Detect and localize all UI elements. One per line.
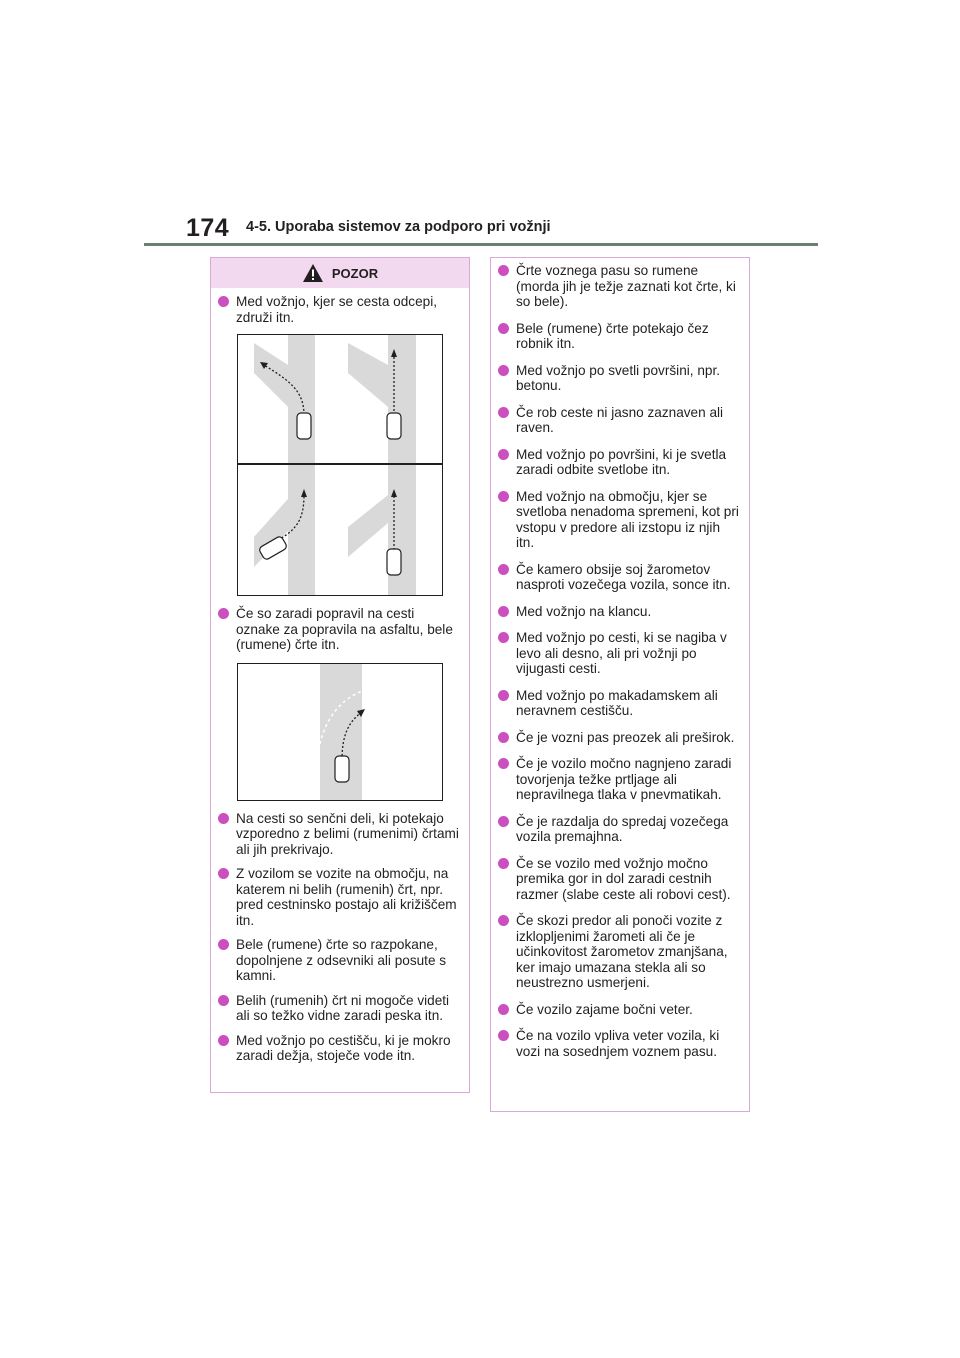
list-item: Če vozilo zajame bočni veter. (498, 1002, 739, 1018)
warning-title: POZOR (331, 265, 379, 281)
bullet-icon (498, 407, 509, 418)
warning-triangle-icon (302, 263, 324, 283)
bullet-icon (498, 365, 509, 376)
bullet-icon (498, 606, 509, 617)
page-number: 174 (186, 214, 230, 242)
warning-box-right (490, 257, 750, 1112)
list-item: Če kamero obsije soj žarometov nasproti vozečega vozila, sonce itn. (498, 562, 739, 593)
bullet-icon (498, 491, 509, 502)
list-item: Med vožnjo po cesti, ki se nagiba v levo ali desno, ali pri vožnji po vijugasti cesti. (498, 630, 739, 677)
list-item: Če je razdalja do spredaj vozečega vozila premajhna. (498, 814, 739, 845)
list-item: Med vožnjo po cestišču, ki je mokro zaradi dežja, stoječe vode itn. (218, 1033, 459, 1064)
bullet-icon (498, 632, 509, 643)
figure-road-branches (237, 334, 443, 596)
bullet-icon (498, 816, 509, 827)
road-marking-illustration (238, 664, 442, 800)
list-item: Med vožnjo po površini, ki je svetla zaradi odbite svetlobe itn. (498, 447, 739, 478)
list-item: Če so zaradi popravil na cesti oznake za popravila na asfaltu, bele (rumene) črte itn. (218, 606, 459, 653)
bullet-icon (218, 813, 229, 824)
list-item: Če na vozilo vpliva veter vozila, ki vozi na sosednjem voznem pasu. (498, 1028, 739, 1059)
list-item: Bele (rumene) črte so razpokane, dopolnjene z odsevniki ali posute s kamni. (218, 937, 459, 984)
road-branch-illustration (238, 335, 442, 595)
list-item: Med vožnjo, kjer se cesta odcepi, združi itn. (218, 294, 459, 325)
list-item: Če je vozni pas preozek ali preširok. (498, 730, 739, 746)
section-title: 4-5. Uporaba sistemov za podporo pri vožnji (246, 219, 551, 235)
list-item: Med vožnjo po svetli površini, npr. betonu. (498, 363, 739, 394)
bullet-icon (498, 858, 509, 869)
list-item: Bele (rumene) črte potekajo čez robnik itn. (498, 321, 739, 352)
header-rule (144, 243, 818, 246)
list-item: Belih (rumenih) črt ni mogoče videti ali so težko vidne zaradi peska itn. (218, 993, 459, 1024)
list-item: Če je vozilo močno nagnjeno zaradi tovorjenja težke prtljage ali nepravilnega tlaka v pnevmatikah. (498, 756, 739, 803)
bullet-icon (218, 608, 229, 619)
list-item: Med vožnjo po makadamskem ali neravnem cestišču. (498, 688, 739, 719)
bullet-icon (498, 915, 509, 926)
bullet-icon (218, 868, 229, 879)
list-item: Med vožnjo na klancu. (498, 604, 739, 620)
bullet-icon (218, 1035, 229, 1046)
list-item: Če se vozilo med vožnjo močno premika gor in dol zaradi cestnih razmer (slabe ceste ali robovi cest). (498, 856, 739, 903)
list-item: Če skozi predor ali ponoči vozite z izklopljenimi žarometi ali če je učinkovitost žarometov zmanjšana, ker imajo umazana stekla ali so neustrezno usmerjeni. (498, 913, 739, 991)
bullet-icon (498, 732, 509, 743)
list-item: Črte voznega pasu so rumene (morda jih je težje zaznati kot črte, ki so bele). (498, 263, 739, 310)
list-item: Če rob ceste ni jasno zaznaven ali raven. (498, 405, 739, 436)
warning-box-left (210, 257, 470, 1093)
figure-road-markings (237, 663, 443, 801)
warning-header (211, 258, 469, 288)
bullet-icon (498, 449, 509, 460)
bullet-icon (498, 564, 509, 575)
bullet-icon (218, 939, 229, 950)
bullet-icon (498, 690, 509, 701)
bullet-icon (498, 1030, 509, 1041)
bullet-icon (498, 1004, 509, 1015)
bullet-icon (498, 323, 509, 334)
bullet-icon (498, 758, 509, 769)
list-item: Z vozilom se vozite na območju, na katerem ni belih (rumenih) črt, npr. pred cestninsko postajo ali križiščem itn. (218, 866, 459, 928)
bullet-icon (218, 995, 229, 1006)
list-item: Med vožnjo na območju, kjer se svetloba nenadoma spremeni, kot pri vstopu v predore ali izstopu iz njih itn. (498, 489, 739, 551)
bullet-icon (218, 296, 229, 307)
bullet-icon (498, 265, 509, 276)
list-item: Na cesti so senčni deli, ki potekajo vzporedno z belimi (rumenimi) črtami ali jih prekrivajo. (218, 811, 459, 858)
